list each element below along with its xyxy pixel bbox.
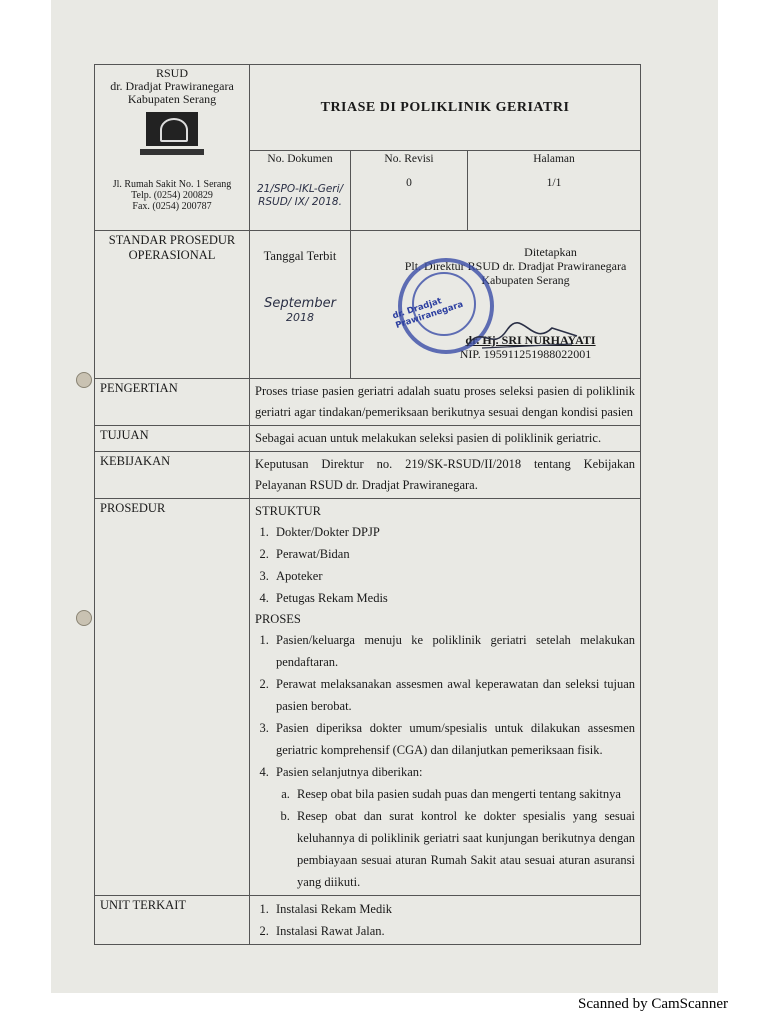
signer-name: dr. Hj. SRI NURHAYATI [465,333,596,347]
issue-date-label: Tanggal Terbit [263,249,337,263]
pengertian-text: Proses triase pasien geriatri adalah suatu proses seleksi pasien di poliklinik geriatri agar tindakan/pemeriksaan berikutnya sesuai dengan kondisi pasien [250,379,641,426]
tujuan-label: TUJUAN [95,426,250,452]
doc-number-value: 21/SPO-IKL-Geri/ RSUD/ IX/ 2018. [256,183,344,208]
proses-sub-item: b. Resep obat dan surat kontrol ke dokter spesialis yang sesuai keluhannya di poliklinik geriatri saat kunjungan berikutnya dengan pembiayaan sesuai aturan Rumah Sakit atau sesuai aturan asuransi yang diikuti. [293,805,635,893]
struktur-item: 3. Apoteker [272,565,635,587]
scanner-watermark: Scanned by CamScanner [578,996,728,1012]
signer-nip: NIP. 195911251988022001 [459,347,592,361]
phone-line: Telp. (0254) 200829 [131,190,213,201]
prosedur-label: PROSEDUR [95,499,250,896]
proses-label: PROSES [255,612,301,626]
prosedur-content [250,499,641,896]
org-name: RSUD [155,66,188,80]
kebijakan-label: KEBIJAKAN [95,452,250,499]
hospital-header-cell [95,65,250,231]
unit-list [255,898,635,942]
revision-cell [351,151,468,231]
doc-number-label: No. Dokumen [267,153,333,165]
page-value: 1/1 [546,177,562,189]
pengertian-label: PENGERTIAN [95,379,250,426]
issue-date-month: September [264,296,336,311]
proses-item-text: Pasien selanjutnya diberikan: [276,765,423,779]
sop-label: STANDAR PROSEDUR OPERASIONAL [95,231,250,379]
struktur-list [255,521,635,609]
proses-item: 3. Pasien diperiksa dokter umum/spesialis untuk dilakukan assesmen geriatric komprehensif (CGA) dan dilanjutkan pemeriksaan fisik. [272,717,635,761]
proses-item: 2. Perawat melaksanakan assesmen awal keperawatan dan seleksi tujuan pasien berobat. [272,673,635,717]
director-line: Plt. Direktur RSUD dr. Dradjat Prawiranegara [404,259,627,273]
doc-number-cell [250,151,351,231]
punch-hole-bottom [76,610,92,626]
document-title: TRIASE DI POLIKLINIK GERIATRI [250,65,641,151]
address-line1: Jl. Rumah Sakit No. 1 Serang [112,179,232,190]
page-label: Halaman [533,153,575,165]
page-cell [468,151,641,231]
issue-date-year: 2018 [286,311,314,324]
kebijakan-text: Keputusan Direktur no. 219/SK-RSUD/II/2018 tentang Kebijakan Pelayanan RSUD dr. Dradjat Prawiranegara. [250,452,641,499]
location-line: Kabupaten Serang [481,273,570,287]
issue-date-cell [250,231,351,379]
struktur-item: 4. Petugas Rekam Medis [272,587,635,609]
signature-mark [462,318,582,358]
proses-sub-list [276,783,635,893]
org-name-line2: dr. Dradjat Prawiranegara [110,79,234,93]
unit-terkait-label: UNIT TERKAIT [95,896,250,945]
org-region: Kabupaten Serang [127,92,217,106]
established-label: Ditetapkan [524,245,577,259]
punch-hole-top [76,372,92,388]
stamp-text: dr. Dradjat Prawiranegara [391,296,465,331]
struktur-item: 1. Dokter/Dokter DPJP [272,521,635,543]
unit-item: 2. Instalasi Rawat Jalan. [272,920,635,942]
unit-item: 1. Instalasi Rekam Medik [272,898,635,920]
proses-list [255,629,635,893]
struktur-label: STRUKTUR [255,504,321,518]
revision-value: 0 [406,177,412,189]
struktur-item: 2. Perawat/Bidan [272,543,635,565]
proses-item-4 [272,761,635,893]
sop-document-table [94,64,641,945]
revision-label: No. Revisi [384,153,434,165]
fax-line: Fax. (0254) 200787 [132,201,212,212]
proses-sub-item: a. Resep obat bila pasien sudah puas dan mengerti tentang sakitnya [293,783,635,805]
tujuan-text: Sebagai acuan untuk melakukan seleksi pasien di poliklinik geriatric. [250,426,641,452]
proses-item: 1. Pasien/keluarga menuju ke poliklinik geriatri setelah melakukan pendaftaran. [272,629,635,673]
unit-terkait-content [250,896,641,945]
hospital-logo [146,112,198,146]
